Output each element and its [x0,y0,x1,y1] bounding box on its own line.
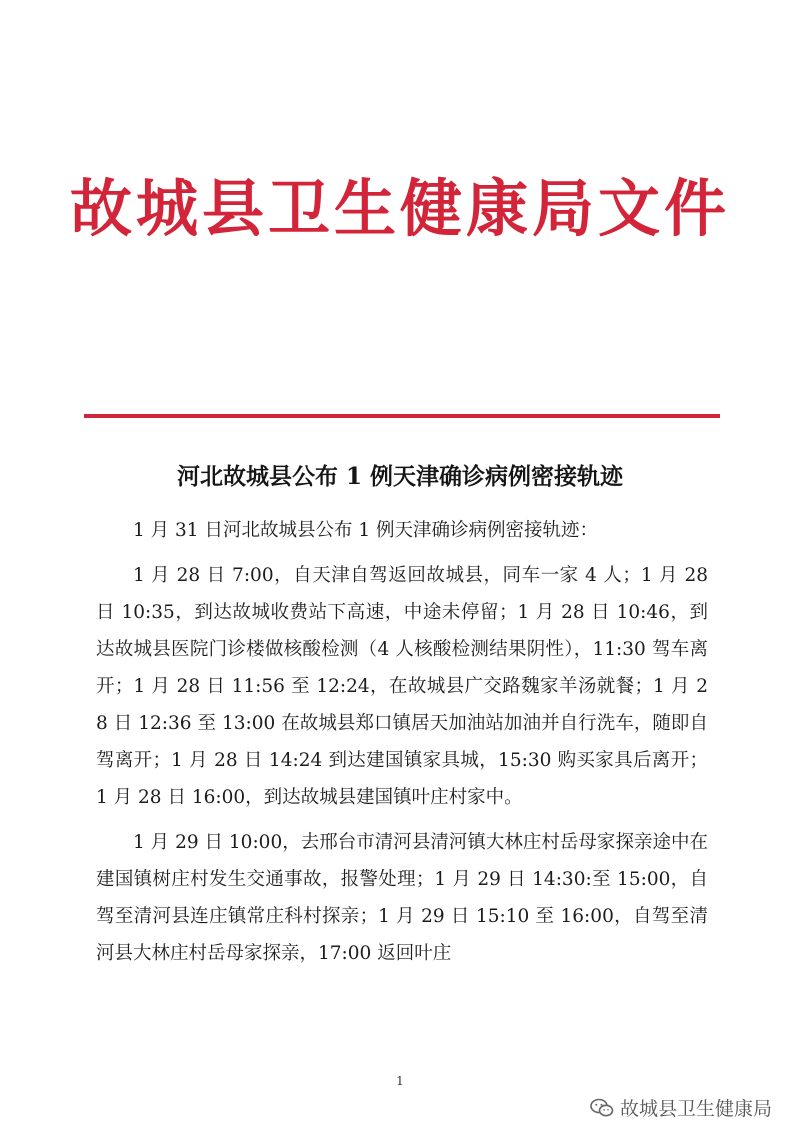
document-title: 河北故城县公布 1 例天津确诊病例密接轨迹 [176,463,624,490]
page-number: 1 [396,1074,404,1088]
body-paragraph: 1 月 31 日河北故城县公布 1 例天津确诊病例密接轨迹： [133,520,598,541]
document-body [96,512,708,980]
document-header-title: 故城县卫生健康局文件 [69,172,730,245]
body-paragraph: 1 月 29 日 10:00，去邢台市清河县清河镇大林庄村岳母家探亲途中在建国镇树庄村发生交通事故，报警处理；1 月 29 日 14:30:至 15:00，自驾至清河县连庄镇常庄科村探亲；1 月 29 日 15:10 至 16:00，自驾至清河县大林庄村岳母家探亲，17:00 返回叶庄 [96,832,708,964]
body-paragraph: 1 月 28 日 7:00，自天津自驾返回故城县，同车一家 4 人；1 月 28 日 10:35，到达故城收费站下高速，中途未停留；1 月 28 日 10:46，到达故城县医院门诊楼做核酸检测（4 人核酸检测结果阴性），11:30 驾车离开；1 月 28 日 11:56 至 12:24，在故城县广交路魏家羊汤就餐；1 月 28 日 12:36 至 13:00 在故城县郑口镇居天加油站加油并自行洗车，随即自驾离开；1 月 28 日 14:24 到达建国镇家具城，15:30 购买家具后离开；1 月 28 日 16:00，到达故城县建国镇叶庄村家中。 [96,565,708,808]
red-divider-rule [84,414,720,418]
wechat-icon [590,1098,614,1118]
wechat-watermark [590,1094,772,1121]
watermark-text: 故城县卫生健康局 [619,1098,772,1120]
